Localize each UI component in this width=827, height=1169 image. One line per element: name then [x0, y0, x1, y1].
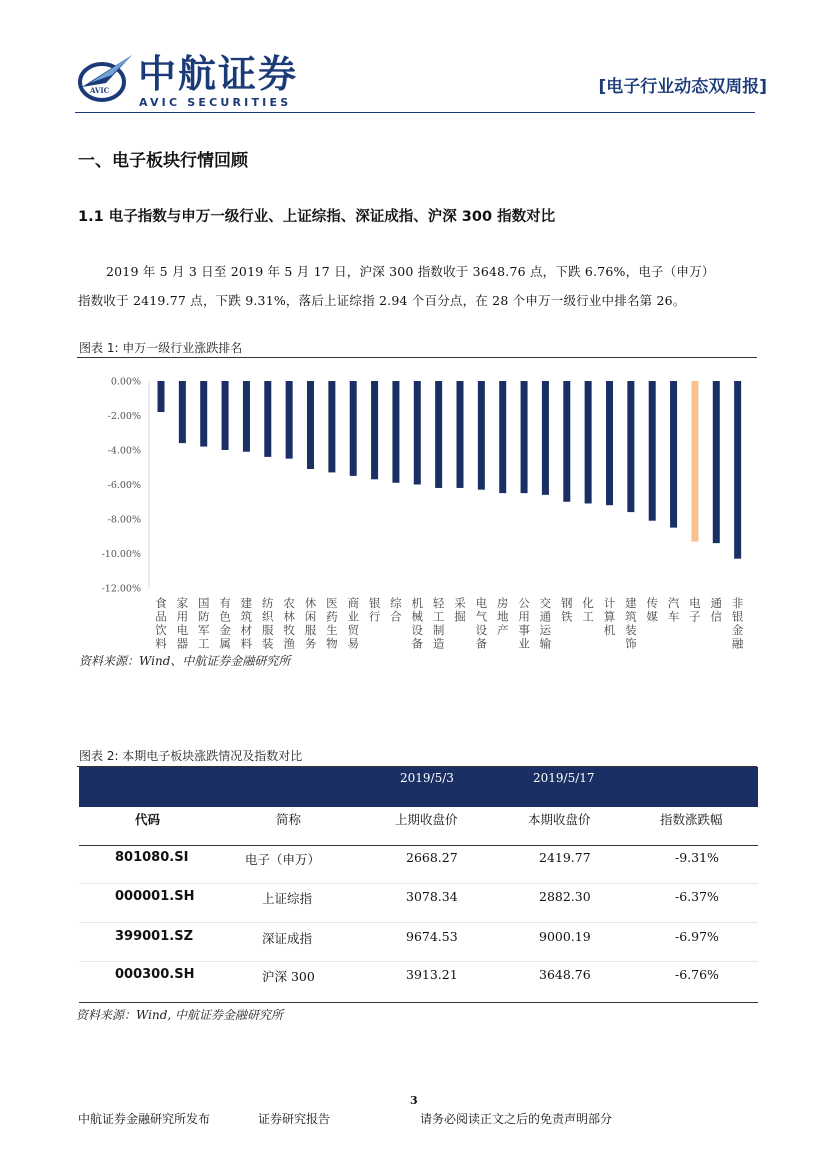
row-change: -9.31%: [675, 850, 719, 865]
chart-bar: [713, 381, 720, 543]
chart-bar: [371, 381, 378, 479]
subsection-title: 1.1 电子指数与申万一级行业、上证综指、深证成指、沪深 300 指数对比: [78, 209, 556, 225]
y-tick-label: 0.00%: [110, 376, 141, 388]
chart-bar: [286, 381, 293, 459]
x-tick-label: 有色金属: [219, 596, 231, 650]
x-tick-label: 采掘: [454, 596, 466, 624]
section-title: 一、电子板块行情回顾: [78, 151, 248, 171]
footer-disclaimer: 请务必阅读正文之后的免责声明部分: [420, 1112, 613, 1126]
row-curr: 2419.77: [539, 850, 591, 865]
x-tick-label: 化工: [582, 596, 594, 624]
report-type-label: [电子行业动态双周报]: [598, 77, 767, 97]
col-header-prev: 上期收盘价: [395, 812, 458, 827]
x-tick-label: 非银金融: [731, 596, 744, 650]
table-date-prev: 2019/5/3: [400, 771, 454, 785]
row-change: -6.97%: [675, 929, 719, 944]
x-tick-label: 汽车: [667, 596, 680, 624]
chart-bar: [158, 381, 165, 412]
chart-bar: [457, 381, 464, 488]
x-tick-label: 交通运输: [539, 596, 552, 650]
x-tick-label: 综合: [390, 596, 402, 624]
row-name: 上证综指: [262, 891, 313, 906]
row-divider: [79, 922, 758, 923]
figure1-source: 资料来源：Wind、中航证券金融研究所: [79, 654, 291, 668]
row-name: 深证成指: [262, 931, 313, 946]
table-bottom-rule: [79, 1002, 758, 1003]
x-tick-label: 农林牧渔: [283, 596, 295, 650]
row-name: 沪深 300: [262, 969, 315, 984]
table-date-curr: 2019/5/17: [533, 771, 595, 785]
x-tick-label: 商业贸易: [347, 596, 359, 650]
chart-x-labels: [155, 596, 744, 650]
y-tick-label: -12.00%: [101, 583, 141, 595]
x-tick-label: 电子: [689, 596, 701, 624]
y-tick-label: -6.00%: [107, 480, 141, 491]
row-change: -6.37%: [675, 889, 719, 904]
col-header-change: 指数涨跌幅: [660, 812, 723, 827]
row-curr: 3648.76: [539, 967, 591, 982]
row-code: 000300.SH: [115, 967, 195, 982]
x-tick-label: 食品饮料: [155, 596, 167, 650]
table-header-rule: [79, 845, 758, 846]
chart-bar: [200, 381, 207, 447]
col-header-code: 代码: [135, 812, 161, 827]
figure2-source: 资料来源：Wind, 中航证券金融研究所: [76, 1008, 284, 1022]
y-tick-label: -4.00%: [107, 445, 141, 457]
col-header-curr: 本期收盘价: [528, 812, 591, 827]
x-tick-label: 机械设备: [411, 596, 424, 650]
y-tick-label: -2.00%: [107, 411, 141, 422]
x-tick-label: 电气设备: [475, 596, 488, 650]
row-name: 电子（申万）: [245, 852, 321, 867]
chart-bar: [542, 381, 549, 495]
figure1-caption: 图表 1: 申万一级行业涨跌排名: [79, 341, 243, 355]
row-change: -6.76%: [675, 967, 719, 982]
chart-bar: [563, 381, 570, 502]
chart-bar: [328, 381, 335, 472]
chart-bar: [521, 381, 528, 493]
row-divider: [79, 883, 758, 884]
chart-bar: [691, 381, 698, 542]
row-code: 801080.SI: [115, 850, 189, 865]
chart-bar: [649, 381, 656, 521]
chart-bars: [158, 381, 742, 559]
chart-bar: [478, 381, 485, 490]
row-curr: 2882.30: [539, 889, 591, 904]
x-tick-label: 银行: [368, 596, 381, 624]
x-tick-label: 家用电器: [176, 596, 189, 650]
x-tick-label: 传媒: [646, 596, 658, 624]
chart-bar: [222, 381, 229, 450]
x-tick-label: 计算机: [603, 596, 616, 637]
chart-bar: [499, 381, 506, 493]
footer-publisher: 中航证券金融研究所发布: [78, 1112, 211, 1126]
chart-y-axis: [102, 377, 149, 595]
logo-english-text: AVIC SECURITIES: [139, 96, 292, 109]
chart-bar: [264, 381, 271, 457]
figure1-top-rule: [77, 357, 757, 358]
x-tick-label: 医药生物: [326, 596, 338, 650]
industry-ranking-chart: [77, 360, 757, 650]
chart-bar: [307, 381, 314, 469]
row-curr: 9000.19: [539, 929, 591, 944]
header-divider: [75, 112, 755, 113]
row-prev: 2668.27: [406, 850, 458, 865]
row-divider: [79, 961, 758, 962]
x-tick-label: 国防军工: [197, 596, 210, 650]
page-number: 3: [410, 1094, 418, 1107]
figure2-caption: 图表 2: 本期电子板块涨跌情况及指数对比: [79, 749, 303, 763]
row-code: 399001.SZ: [115, 929, 193, 944]
logo-chinese-text: 中航证券: [138, 52, 299, 96]
chart-bar: [414, 381, 421, 485]
row-prev: 3078.34: [406, 889, 458, 904]
x-tick-label: 建筑装饰: [625, 596, 637, 650]
x-tick-label: 休闲服务: [304, 596, 317, 650]
paragraph-line-1: 2019 年 5 月 3 日至 2019 年 5 月 17 日，沪深 300 指数收于 3648.76 点，下跌 6.76%，电子（申万）: [106, 264, 715, 279]
row-prev: 3913.21: [406, 967, 458, 982]
chart-bar: [606, 381, 613, 505]
row-prev: 9674.53: [406, 929, 458, 944]
x-tick-label: 房地产: [496, 596, 509, 637]
chart-bar: [350, 381, 357, 476]
chart-bar: [435, 381, 442, 488]
x-tick-label: 纺织服装: [262, 596, 274, 650]
row-code: 000001.SH: [115, 889, 195, 904]
chart-bar: [734, 381, 741, 559]
x-tick-label: 钢铁: [561, 596, 573, 624]
logo-badge-text: AVIC: [90, 86, 110, 95]
chart-bar: [585, 381, 592, 503]
y-tick-label: -8.00%: [107, 514, 141, 526]
chart-bar: [392, 381, 399, 483]
chart-bar: [670, 381, 677, 528]
x-tick-label: 公用事业: [518, 596, 530, 650]
footer-report-kind: 证券研究报告: [258, 1112, 331, 1126]
y-tick-label: -10.00%: [101, 549, 141, 560]
chart-bar: [179, 381, 186, 443]
x-tick-label: 通信: [710, 596, 723, 624]
col-header-name: 简称: [276, 812, 302, 827]
chart-bar: [243, 381, 250, 452]
paragraph-line-2: 指数收于 2419.77 点，下跌 9.31%，落后上证综指 2.94 个百分点，在 28 个申万一级行业中排名第 26。: [78, 293, 686, 308]
chart-bar: [627, 381, 634, 512]
avic-logo-icon: [76, 53, 134, 103]
x-tick-label: 轻工制造: [432, 596, 445, 650]
x-tick-label: 建筑材料: [240, 596, 253, 650]
